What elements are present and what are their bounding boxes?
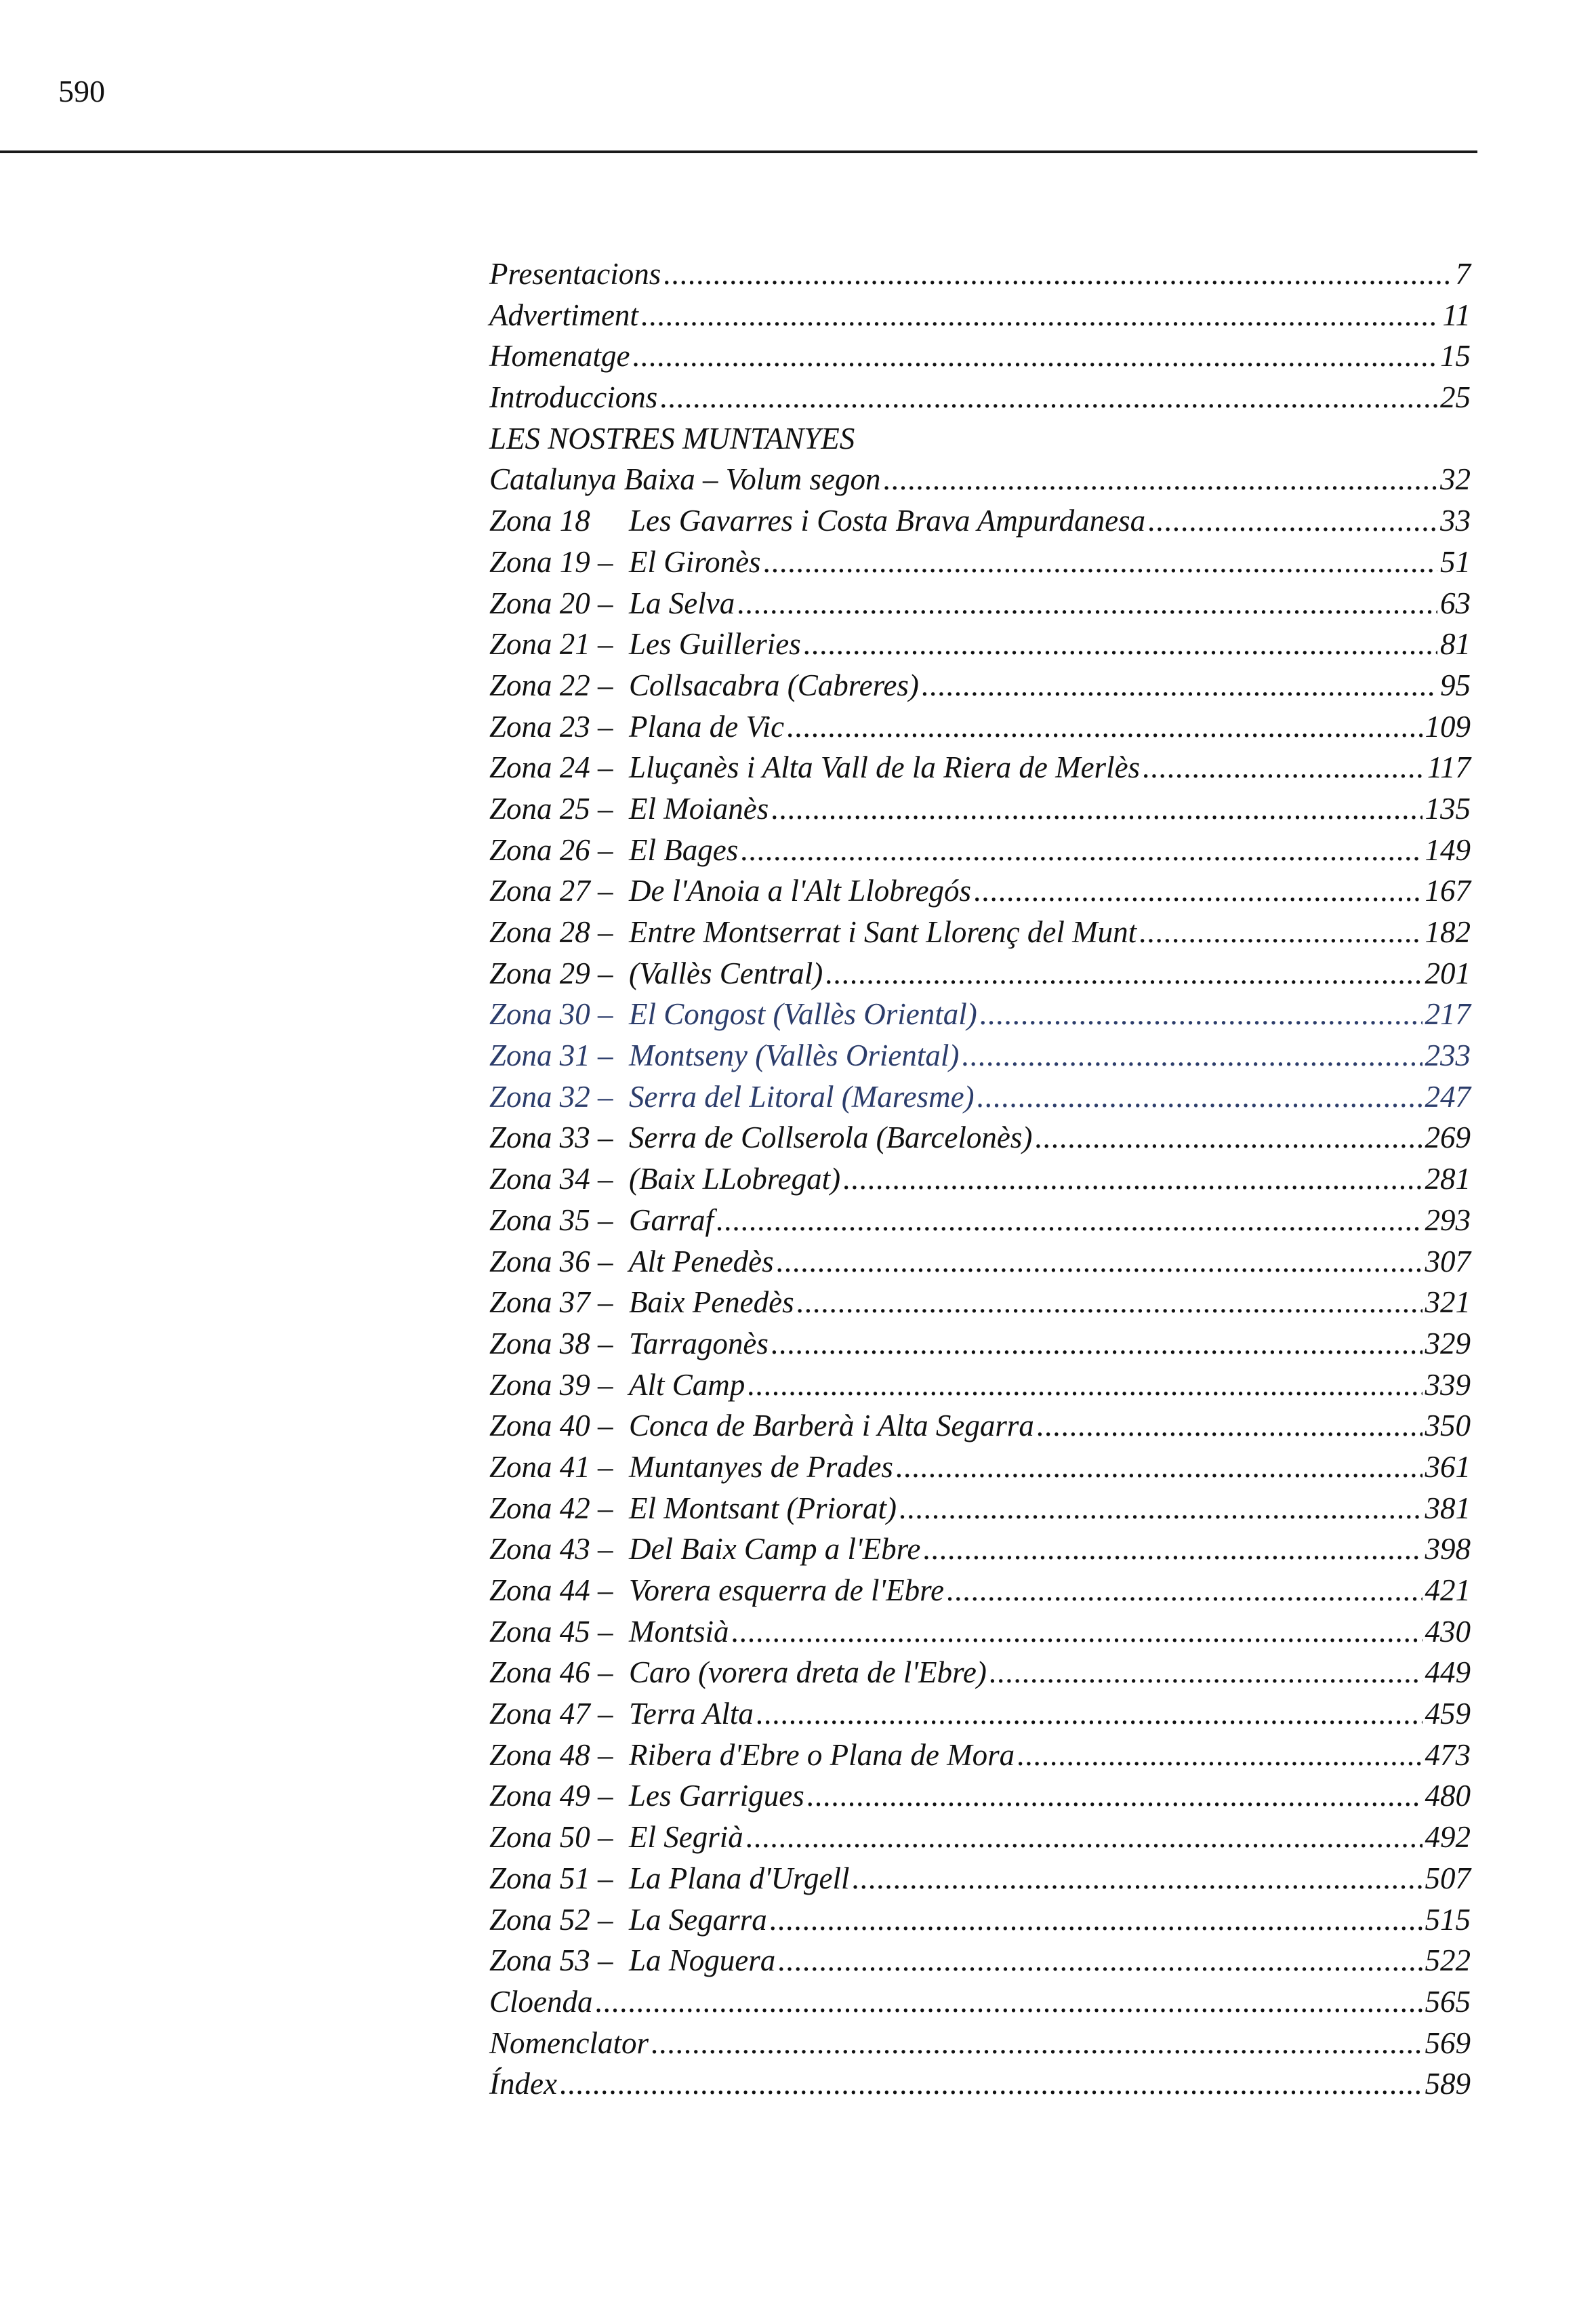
toc-zone-label: Zona 31 –	[489, 1038, 613, 1073]
toc-dot-leader	[1035, 1120, 1422, 1155]
toc-dot-leader	[771, 1326, 1423, 1361]
toc-entry-title: Presentacions	[489, 257, 661, 291]
toc-dot-leader	[741, 832, 1422, 868]
toc-dot-leader	[989, 1655, 1423, 1690]
toc-zone-label: Zona 51 –	[489, 1861, 613, 1895]
toc-entry-title: Homenatge	[489, 339, 630, 373]
toc-dot-leader	[663, 256, 1452, 291]
toc-entry	[489, 1038, 1471, 1079]
toc-zone-label: Zona 30 –	[489, 997, 613, 1032]
toc-zone-label: Zona 43 –	[489, 1532, 613, 1567]
toc-zone-label: Zona 24 –	[489, 750, 613, 785]
toc-dot-leader	[746, 1819, 1423, 1855]
toc-dot-leader	[596, 1984, 1423, 2019]
toc-entry-title: Les Garrigues	[629, 1779, 804, 1813]
toc-entry-title: Nomenclator	[489, 2025, 649, 2060]
toc-dot-leader	[974, 873, 1422, 908]
toc-page-number: 565	[1425, 1984, 1471, 2019]
toc-entry	[489, 832, 1471, 874]
toc-zone-label: Zona 50 –	[489, 1820, 613, 1855]
toc-entry-title: El Segrià	[629, 1820, 743, 1855]
toc-page-number: 33	[1440, 504, 1471, 538]
toc-dot-leader	[797, 1285, 1423, 1320]
toc-dot-leader	[1139, 914, 1422, 950]
toc-entry	[489, 1367, 1471, 1409]
toc-entry	[489, 956, 1471, 997]
toc-page-number: 492	[1425, 1820, 1471, 1855]
toc-page-number: 307	[1425, 1244, 1471, 1278]
toc-dot-leader	[883, 462, 1437, 497]
toc-entry-title: El Moianès	[629, 791, 769, 826]
toc-dot-leader	[787, 709, 1422, 744]
toc-entry	[489, 586, 1471, 627]
toc-entry	[489, 1244, 1471, 1285]
toc-zone-label: Zona 39 –	[489, 1367, 613, 1402]
toc-dot-leader	[807, 1778, 1423, 1813]
toc-page-number: 515	[1425, 1902, 1471, 1937]
toc-entry-title: Caro (vorera dreta de l'Ebre)	[629, 1655, 987, 1690]
toc-dot-leader	[977, 1079, 1423, 1114]
toc-entry-title: (Vallès Central)	[629, 956, 823, 990]
toc-page-number: 293	[1425, 1203, 1471, 1237]
toc-page-number: 117	[1427, 750, 1471, 785]
toc-entry-title: Cloenda	[489, 1984, 593, 2019]
toc-entry	[489, 256, 1471, 298]
toc-dot-leader	[1017, 1737, 1422, 1773]
toc-zone-label: Zona 36 –	[489, 1244, 613, 1278]
toc-zone-label: Zona 22 –	[489, 668, 613, 702]
toc-entry-title: LES NOSTRES MUNTANYES	[489, 421, 855, 456]
toc-page-number: 589	[1425, 2067, 1471, 2101]
toc-zone-label: Zona 27 –	[489, 874, 613, 908]
toc-zone-label: Zona 45 –	[489, 1614, 613, 1649]
toc-zone-label: Zona 20 –	[489, 586, 613, 620]
toc-entry	[489, 1491, 1471, 1532]
toc-entry	[489, 1408, 1471, 1449]
toc-zone-label: Zona 40 –	[489, 1409, 613, 1443]
toc-entry	[489, 421, 1471, 462]
toc-page-number: 339	[1425, 1367, 1471, 1402]
toc-entry	[489, 1285, 1471, 1326]
toc-entry-title: Serra de Collserola (Barcelonès)	[629, 1120, 1033, 1155]
toc-page-number: 51	[1440, 544, 1471, 579]
toc-entry	[489, 503, 1471, 544]
toc-entry-title: El Gironès	[629, 544, 761, 579]
toc-page-number: 109	[1425, 709, 1471, 744]
toc-zone-label: Zona 38 –	[489, 1326, 613, 1360]
toc-entry	[489, 298, 1471, 339]
toc-entry-title: La Selva	[629, 586, 735, 620]
toc-zone-label: Zona 53 –	[489, 1943, 613, 1978]
toc-entry-title: Advertiment	[489, 298, 638, 332]
toc-entry-title: Catalunya Baixa – Volum segon	[489, 462, 881, 497]
toc-entry	[489, 1449, 1471, 1491]
toc-page-number: 398	[1425, 1532, 1471, 1567]
toc-zone-label: Zona 44 –	[489, 1573, 613, 1607]
toc-entry	[489, 914, 1471, 956]
toc-dot-leader	[804, 626, 1437, 662]
toc-entry	[489, 2025, 1471, 2067]
toc-page-number: 281	[1425, 1162, 1471, 1196]
toc-entry-title: Terra Alta	[629, 1697, 754, 1731]
toc-entry-title: El Montsant (Priorat)	[629, 1491, 897, 1525]
toc-entry-title: Entre Montserrat i Sant Llorenç del Munt	[629, 915, 1137, 949]
toc-dot-leader	[771, 791, 1422, 826]
toc-dot-leader	[732, 1614, 1423, 1649]
toc-zone-label: Zona 47 –	[489, 1697, 613, 1731]
toc-dot-leader	[641, 298, 1439, 333]
toc-page-number: 11	[1442, 298, 1471, 332]
toc-page-number: 25	[1440, 380, 1471, 415]
toc-dot-leader	[980, 996, 1423, 1032]
toc-dot-leader	[756, 1696, 1423, 1731]
toc-page-number: 95	[1440, 668, 1471, 702]
toc-page-number: 167	[1425, 874, 1471, 908]
toc-zone-label: Zona 48 –	[489, 1737, 613, 1772]
toc-entry	[489, 1984, 1471, 2025]
toc-entry	[489, 1943, 1471, 1984]
toc-page-number: 32	[1440, 462, 1471, 497]
toc-dot-leader	[716, 1203, 1422, 1238]
toc-entry-title: Tarragonès	[629, 1326, 769, 1360]
toc-entry	[489, 1161, 1471, 1203]
toc-dot-leader	[660, 380, 1437, 415]
toc-zone-label: Zona 33 –	[489, 1120, 613, 1155]
toc-zone-label: Zona 37 –	[489, 1285, 613, 1320]
toc-entry	[489, 791, 1471, 832]
toc-entry	[489, 1902, 1471, 1943]
toc-entry-title: Serra del Litoral (Maresme)	[629, 1079, 975, 1114]
toc-entry	[489, 1531, 1471, 1573]
toc-dot-leader	[899, 1491, 1423, 1526]
toc-entry-title: Les Guilleries	[629, 627, 801, 662]
toc-entry	[489, 750, 1471, 791]
toc-entry-title: Vorera esquerra de l'Ebre	[629, 1573, 944, 1607]
toc-page-number: 430	[1425, 1614, 1471, 1649]
toc-page-number: 7	[1455, 257, 1471, 291]
toc-entry-title: Lluçanès i Alta Vall de la Riera de Merlès	[629, 750, 1141, 785]
toc-page-number: 269	[1425, 1120, 1471, 1155]
toc-entry-title: La Plana d'Urgell	[629, 1861, 850, 1895]
toc-dot-leader	[764, 544, 1437, 580]
toc-page-number: 480	[1425, 1779, 1471, 1813]
toc-entry-title: Introduccions	[489, 380, 658, 415]
toc-zone-label: Zona 19 –	[489, 544, 613, 579]
toc-entry	[489, 1120, 1471, 1161]
header-rule	[0, 150, 1477, 153]
toc-entry	[489, 338, 1471, 380]
toc-dot-leader	[962, 1038, 1422, 1073]
toc-page-number: 459	[1425, 1697, 1471, 1731]
toc-page-number: 522	[1425, 1943, 1471, 1978]
toc-entry-title: Alt Penedès	[629, 1244, 774, 1278]
toc-entry	[489, 1737, 1471, 1779]
toc-entry	[489, 709, 1471, 750]
toc-zone-label: Zona 26 –	[489, 832, 613, 867]
toc-dot-leader	[843, 1161, 1422, 1196]
toc-page-number: 233	[1425, 1038, 1471, 1073]
toc-dot-leader	[560, 2066, 1423, 2101]
toc-entry	[489, 380, 1471, 421]
toc-dot-leader	[947, 1573, 1423, 1608]
toc-zone-label: Zona 52 –	[489, 1902, 613, 1937]
toc-entry-title: Del Baix Camp a l'Ebre	[629, 1532, 921, 1567]
toc-entry-title: Montsià	[629, 1614, 729, 1649]
toc-entry	[489, 1778, 1471, 1819]
toc-entry	[489, 996, 1471, 1038]
toc-entry-title: Baix Penedès	[629, 1285, 794, 1320]
toc-dot-leader	[651, 2025, 1423, 2061]
toc-entry	[489, 1614, 1471, 1655]
toc-page-number: 381	[1425, 1491, 1471, 1525]
toc-dot-leader	[1148, 503, 1437, 538]
toc-dot-leader	[778, 1943, 1422, 1978]
toc-zone-label: Zona 46 –	[489, 1655, 613, 1690]
toc-page-number: 361	[1425, 1449, 1471, 1484]
toc-entry-title: Muntanyes de Prades	[629, 1449, 893, 1484]
toc-zone-label: Zona 29 –	[489, 956, 613, 990]
toc-page-number: 15	[1440, 339, 1471, 373]
toc-page-number: 201	[1425, 956, 1471, 990]
toc-zone-label: Zona 49 –	[489, 1779, 613, 1813]
table-of-contents	[489, 256, 1471, 2107]
toc-entry-title: Índex	[489, 2067, 557, 2101]
toc-zone-label: Zona 35 –	[489, 1203, 613, 1237]
toc-entry	[489, 462, 1471, 503]
toc-zone-label: Zona 34 –	[489, 1162, 613, 1196]
toc-zone-label: Zona 41 –	[489, 1449, 613, 1484]
toc-entry-title: La Noguera	[629, 1943, 776, 1978]
toc-dot-leader	[777, 1244, 1423, 1279]
toc-dot-leader	[748, 1367, 1422, 1402]
toc-entry-title: Plana de Vic	[629, 709, 785, 744]
toc-entry-title: El Bages	[629, 832, 739, 867]
toc-entry	[489, 2066, 1471, 2107]
toc-entry-title: El Congost (Vallès Oriental)	[629, 997, 977, 1032]
toc-entry	[489, 1203, 1471, 1244]
toc-page-number: 149	[1425, 832, 1471, 867]
toc-zone-label: Zona 28 –	[489, 915, 613, 949]
toc-entry	[489, 1079, 1471, 1120]
toc-entry-title: Montseny (Vallès Oriental)	[629, 1038, 960, 1073]
toc-entry	[489, 873, 1471, 914]
toc-entry-title: Conca de Barberà i Alta Segarra	[629, 1409, 1034, 1443]
toc-zone-label: Zona 42 –	[489, 1491, 613, 1525]
toc-page-number: 182	[1425, 915, 1471, 949]
toc-entry-title: (Baix LLobregat)	[629, 1162, 841, 1196]
toc-zone-label: Zona 18	[489, 504, 590, 538]
toc-entry-title: Collsacabra (Cabreres)	[629, 668, 919, 702]
toc-page-number: 421	[1425, 1573, 1471, 1607]
toc-entry-title: La Segarra	[629, 1902, 767, 1937]
toc-page-number: 81	[1440, 627, 1471, 662]
toc-dot-leader	[852, 1861, 1422, 1896]
toc-page-number: 63	[1440, 586, 1471, 620]
toc-dot-leader	[923, 1531, 1422, 1567]
toc-zone-label: Zona 25 –	[489, 791, 613, 826]
toc-dot-leader	[632, 338, 1437, 373]
toc-page-number: 321	[1425, 1285, 1471, 1320]
toc-entry	[489, 1696, 1471, 1737]
toc-zone-label: Zona 23 –	[489, 709, 613, 744]
toc-page-number: 449	[1425, 1655, 1471, 1690]
toc-page-number: 473	[1425, 1737, 1471, 1772]
toc-entry-title: De l'Anoia a l'Alt Llobregós	[629, 874, 972, 908]
toc-zone-label: Zona 32 –	[489, 1079, 613, 1114]
toc-entry	[489, 668, 1471, 709]
toc-dot-leader	[1143, 750, 1425, 785]
toc-entry	[489, 1655, 1471, 1696]
toc-entry-title: Ribera d'Ebre o Plana de Mora	[629, 1737, 1015, 1772]
toc-dot-leader	[922, 668, 1437, 703]
toc-entry	[489, 544, 1471, 586]
toc-dot-leader	[737, 586, 1437, 621]
toc-entry-title: Garraf	[629, 1203, 714, 1237]
toc-entry	[489, 1861, 1471, 1902]
toc-page-number: 350	[1425, 1409, 1471, 1443]
toc-entry	[489, 626, 1471, 668]
toc-page-number: 569	[1425, 2025, 1471, 2060]
toc-entry-title: Les Gavarres i Costa Brava Ampurdanesa	[629, 504, 1146, 538]
toc-page-number: 507	[1425, 1861, 1471, 1895]
toc-zone-label: Zona 21 –	[489, 627, 613, 662]
toc-dot-leader	[1037, 1408, 1423, 1443]
toc-entry-title: Alt Camp	[629, 1367, 745, 1402]
toc-dot-leader	[770, 1902, 1423, 1937]
toc-entry	[489, 1573, 1471, 1614]
toc-page-number: 217	[1425, 997, 1471, 1032]
toc-dot-leader	[825, 956, 1422, 991]
toc-dot-leader	[896, 1449, 1423, 1484]
toc-page-number: 135	[1425, 791, 1471, 826]
toc-entry	[489, 1819, 1471, 1861]
page-number: 590	[58, 74, 105, 108]
toc-entry	[489, 1326, 1471, 1367]
toc-page-number: 247	[1425, 1079, 1471, 1114]
toc-page-number: 329	[1425, 1326, 1471, 1360]
